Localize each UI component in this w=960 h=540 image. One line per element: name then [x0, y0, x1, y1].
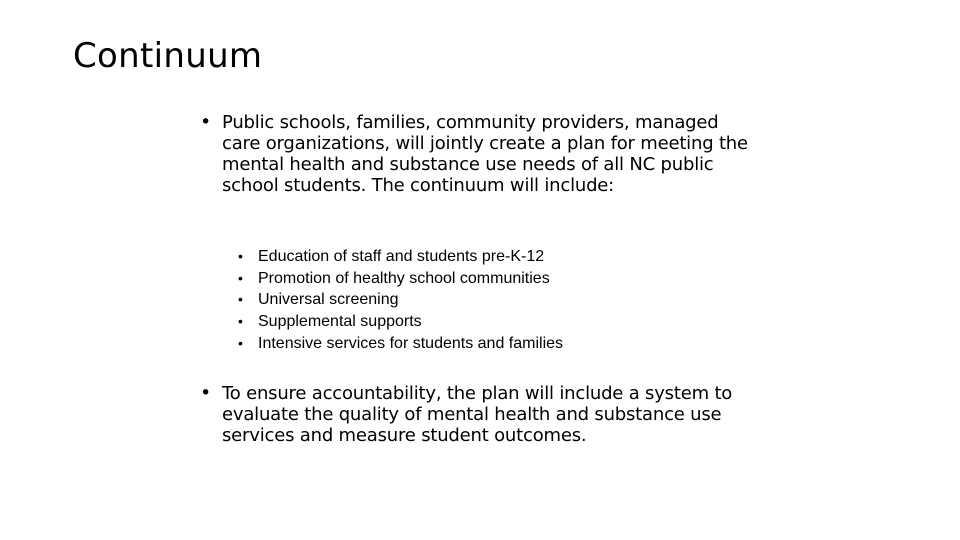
- bullet-item: [200, 112, 760, 196]
- sub-bullet-marker: •: [238, 248, 243, 264]
- sub-bullet-marker: •: [238, 269, 243, 286]
- sub-bullet-marker: •: [238, 313, 243, 330]
- sub-bullet-text: Education of staff and students pre-K-12: [258, 248, 545, 265]
- sub-bullet-text: Supplemental supports: [258, 313, 422, 331]
- sub-bullet-item: [238, 246, 563, 268]
- sub-bullet-item: [238, 333, 563, 355]
- sub-bullet-marker: •: [238, 334, 243, 351]
- slide-title: Continuum: [73, 36, 263, 76]
- sub-bullet-text: Intensive services for students and families: [258, 334, 564, 352]
- sub-bullet-item: [238, 289, 563, 311]
- bullet-text: Public schools, families, community providers, managed care organizations, will jointly create a plan for meeting the mental health and substance use needs of all NC public school students. The continuum will include:: [222, 112, 748, 196]
- sub-bullet-item: [238, 311, 563, 333]
- bullet-marker: •: [200, 382, 212, 404]
- bullet-text: To ensure accountability, the plan will include a system to evaluate the quality of mental health and substance use services and measure student outcomes.: [222, 383, 733, 446]
- sub-bullet-text: Promotion of healthy school communities: [258, 269, 550, 287]
- bullet-marker: •: [200, 111, 212, 133]
- bullet-item: [200, 383, 760, 446]
- sub-bullet-text: Universal screening: [258, 291, 399, 309]
- sub-bullet-item: [238, 268, 563, 290]
- sub-bullet-marker: •: [238, 291, 243, 308]
- sub-bullet-list: [238, 246, 563, 355]
